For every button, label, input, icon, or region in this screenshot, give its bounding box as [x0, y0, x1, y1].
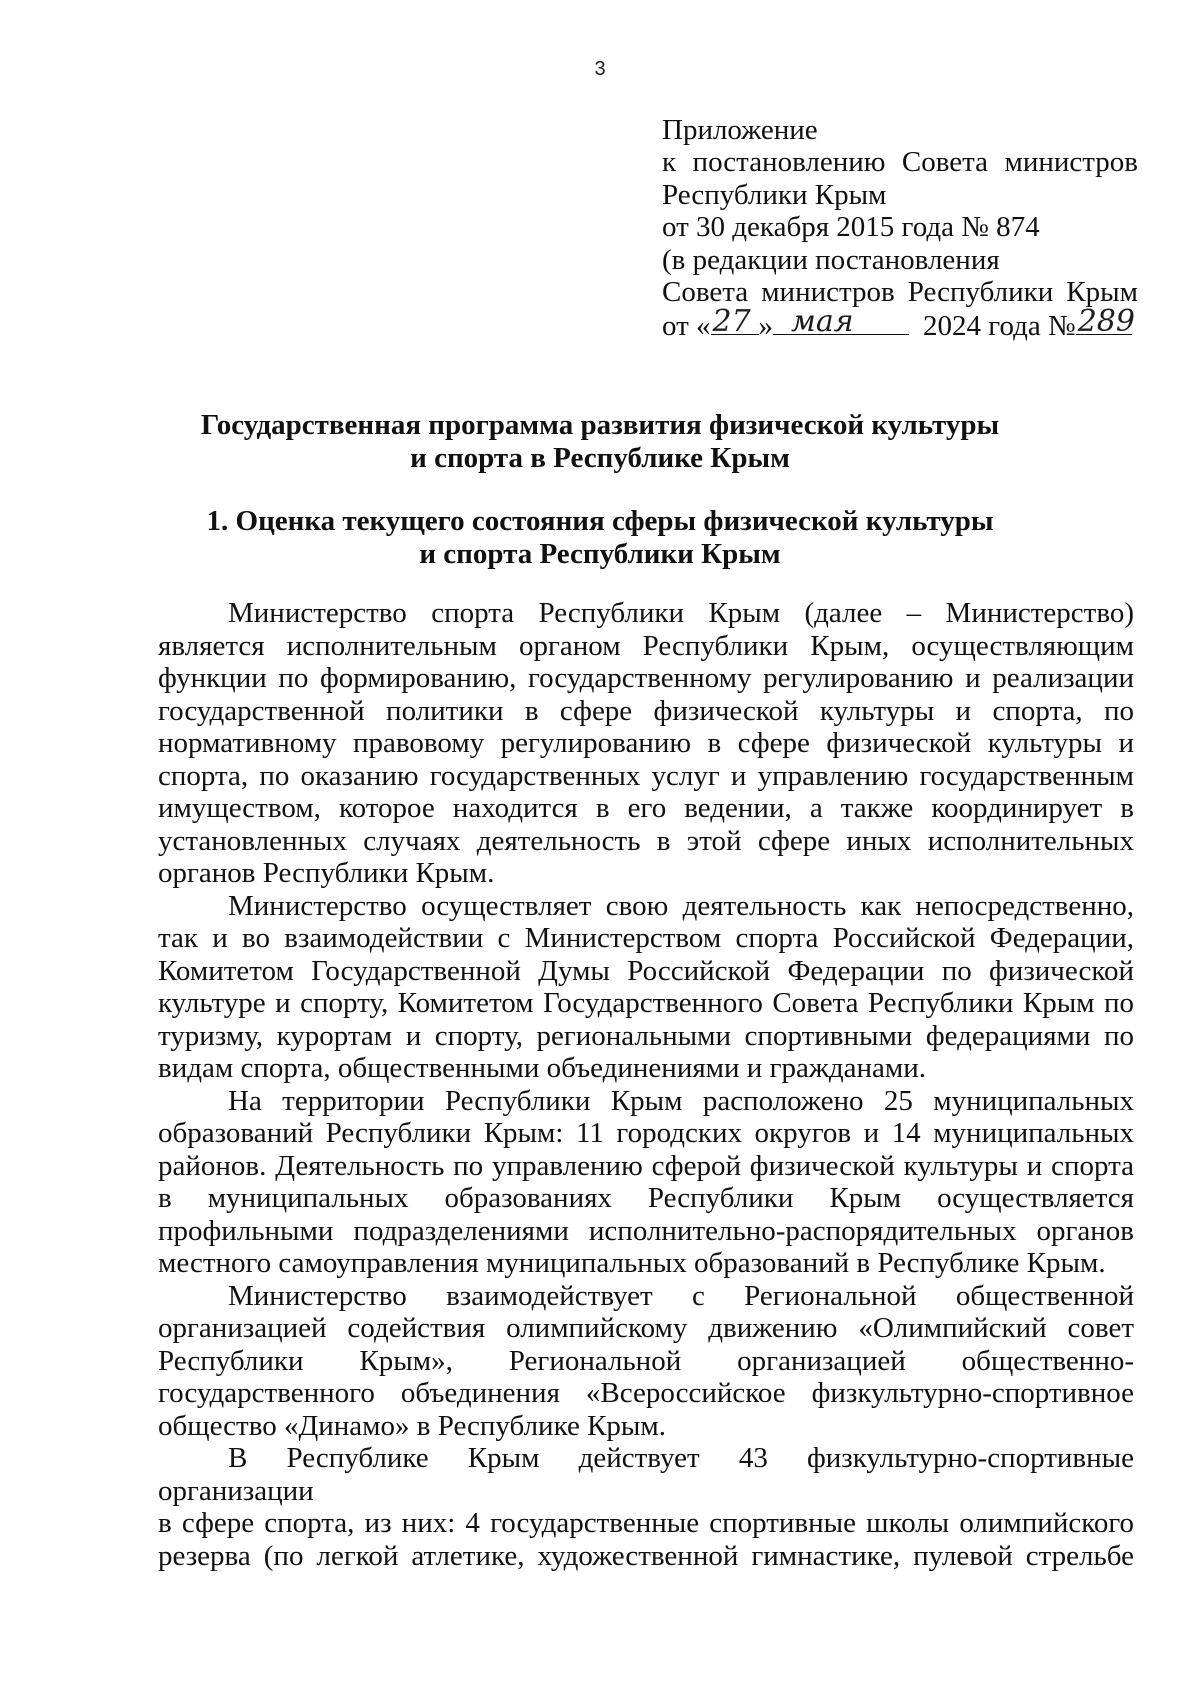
section-title: [160, 505, 1040, 571]
paragraph: Министерство взаимодействует с Региональной общественной организацией содействия олимпийскому движению «Олимпийский совет Республики Крым», Региональной организацией общественно-государственного объединения «Всероссийское физкультурно-спортивное общество «Динамо» в Республике Крым.: [158, 1279, 1134, 1442]
annex-header: [662, 114, 1138, 343]
document-body: [158, 597, 1134, 1572]
date-mid: »: [758, 310, 774, 343]
section-title-line: и спорта Республики Крым: [419, 538, 781, 570]
annex-line: Совета министров Республики Крым: [662, 276, 1138, 309]
paragraph-line: в сфере спорта, из них: 4 государственные спортивные школы олимпийского: [158, 1507, 1134, 1539]
program-title-line: Государственная программа развития физической культуры: [200, 409, 1000, 441]
handwritten-number: 289: [1077, 304, 1135, 340]
date-prefix: от «: [662, 310, 711, 343]
program-title-line: и спорта в Республике Крым: [410, 442, 790, 474]
paragraph-line: резерва (по легкой атлетике, художественной гимнастике, пулевой стрельбе: [158, 1539, 1134, 1572]
date-year: 2024 года №: [923, 310, 1076, 343]
section-title-line: 1. Оценка текущего состояния сферы физической культуры: [206, 505, 994, 537]
annex-line: Приложение: [662, 114, 818, 146]
paragraph-line: В Республике Крым действует 43 физкультурно-спортивные организации: [158, 1442, 1134, 1507]
handwritten-day: 27: [712, 304, 751, 340]
paragraph: На территории Республики Крым расположено 25 муниципальных образований Республики Крым: 11 городских округов и 14 муниципальных районов. Деятельность по управлению сферой физической культуры и спорта в муниципальных образованиях Республики Крым осуществляется профильными подразделениями исполнительно-распорядительных органов местного самоуправления муниципальных образований в Республике Крым.: [158, 1084, 1134, 1279]
annex-line: Республики Крым: [662, 178, 887, 211]
handwritten-number-field: [1076, 304, 1135, 340]
annex-line: (в редакции постановления: [662, 243, 1000, 276]
handwritten-day-field: [711, 304, 759, 340]
program-title: [160, 409, 1040, 475]
paragraph: Министерство спорта Республики Крым (далее – Министерство) является исполнительным органом Республики Крым, осуществляющим функции по формированию, государственному регулированию и реализации государственной политики в сфере физической культуры и спорта, по нормативному правовому регулированию в сфере физической культуры и спорта, по оказанию государственных услуг и управлению государственным имуществом, которое находится в его ведении, а также координирует в установленных случаях деятельность в этой сфере иных исполнительных органов Республики Крым.: [158, 597, 1134, 889]
annex-date-line: [662, 304, 1138, 343]
annex-line: к постановлению Совета министров: [662, 146, 1138, 179]
handwritten-month-field: [773, 304, 909, 340]
paragraph: [158, 1442, 1134, 1572]
annex-line: от 30 декабря 2015 года № 874: [662, 211, 1040, 244]
page-number: 3: [594, 58, 606, 80]
paragraph: Министерство осуществляет свою деятельность как непосредственно, так и во взаимодействии с Министерством спорта Российской Федерации, Комитетом Государственной Думы Российской Федерации по физической культуре и спорту, Комитетом Государственного Совета Республики Крым по туризму, курортам и спорту, региональными спортивными федерациями по видам спорта, общественными объединениями и гражданами.: [158, 889, 1134, 1084]
handwritten-month: мая: [791, 304, 854, 340]
